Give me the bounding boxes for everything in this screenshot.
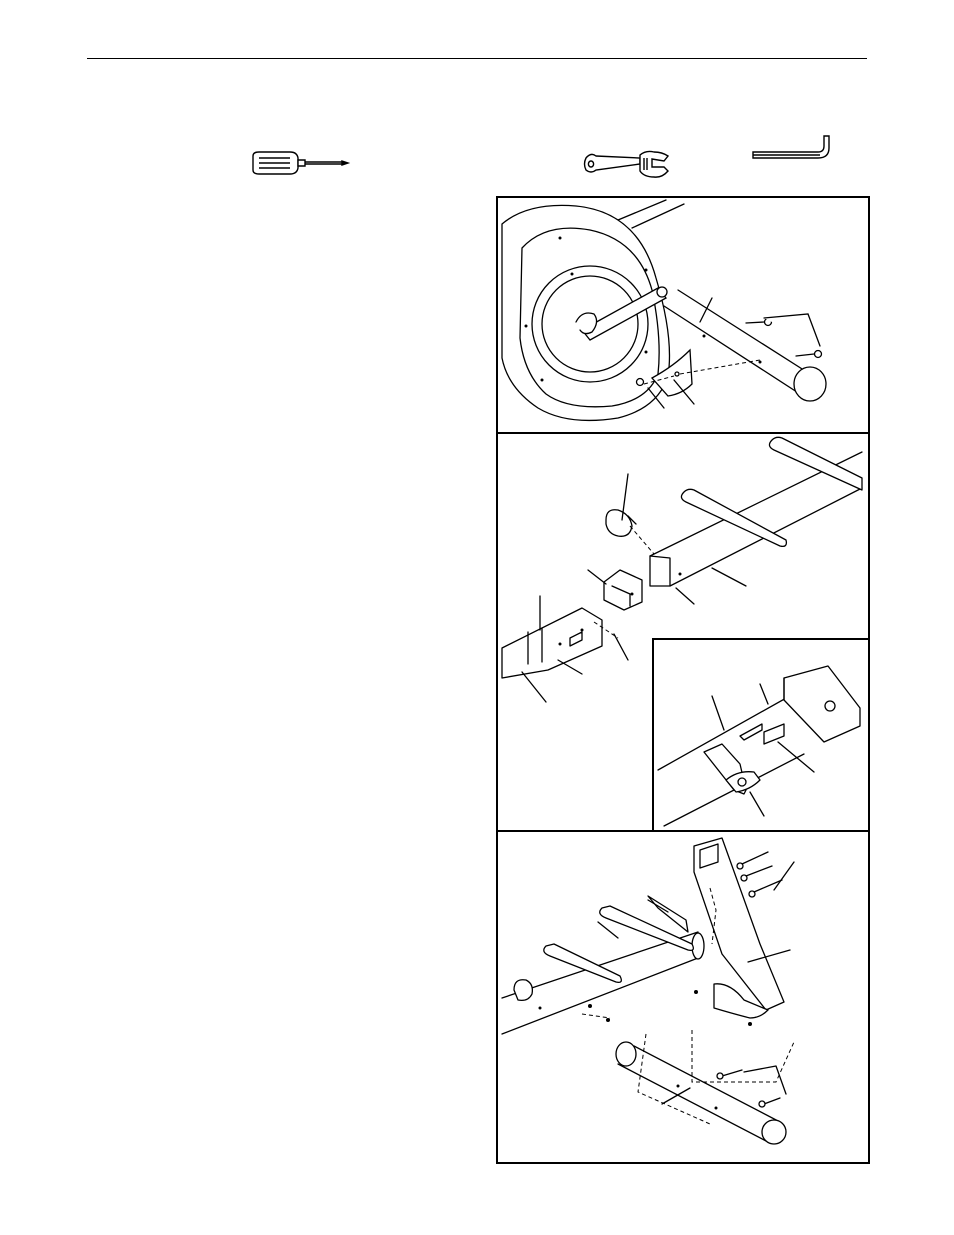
figure-1: [496, 196, 870, 434]
top-rule: [87, 58, 867, 59]
adjustable-wrench-icon: [582, 150, 680, 180]
figure-2-inset: [652, 638, 870, 832]
hex-key-icon: [752, 134, 834, 160]
figure-3-drawing: [498, 832, 868, 1162]
phillips-screwdriver-icon: [250, 150, 352, 176]
figure-2-inset-drawing: [654, 640, 868, 830]
figure-3: [496, 830, 870, 1164]
figure-1-drawing: [498, 198, 868, 432]
